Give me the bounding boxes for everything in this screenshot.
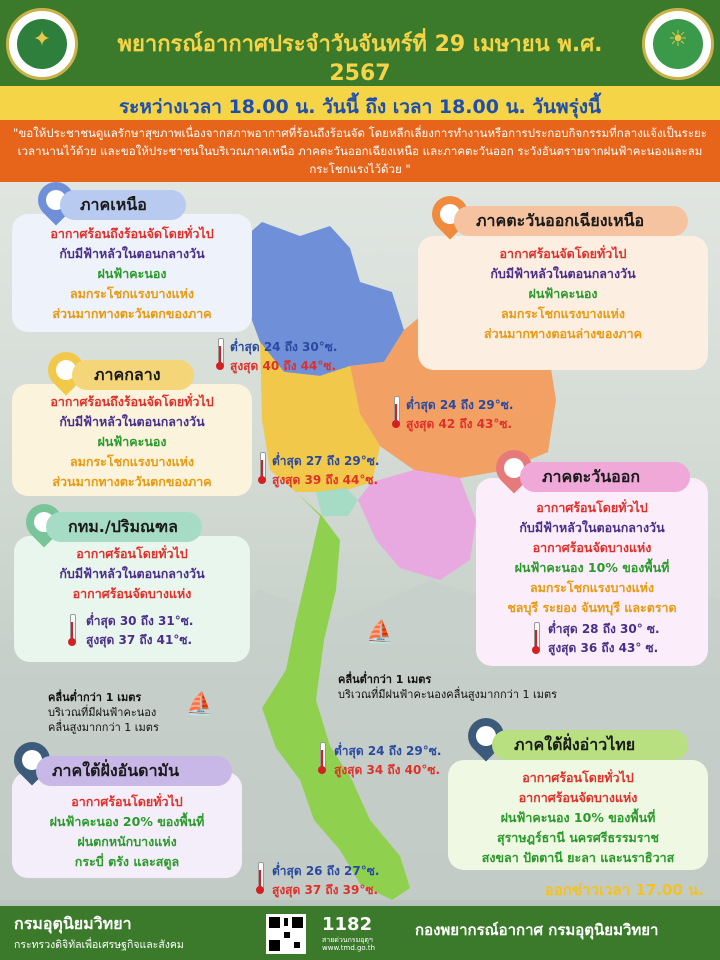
south-gulf-label: ภาคใต้ฝั่งอ่าวไทย bbox=[492, 730, 688, 760]
northeast-thermometer-icon bbox=[392, 396, 400, 428]
gulf-sailboat-icon: ⛵ bbox=[366, 620, 394, 645]
qr-code-icon[interactable] bbox=[266, 914, 306, 954]
bangkok-label: กทม./ปริมณฑล bbox=[46, 512, 202, 542]
south-andaman-temperature: ต่ำสุด 26 ถึง 27°ซ. สูงสุด 37 ถึง 39°ซ. bbox=[272, 864, 380, 897]
north-thermometer-icon bbox=[216, 338, 224, 370]
south-andaman-forecast-box: อากาศร้อนโดยทั่วไป ฝนฟ้าคะนอง 20% ของพื้นที่ ฝนตกหนักบางแห่ง กระบี่ ตรัง และสตูล bbox=[12, 772, 242, 878]
advisory-bar bbox=[0, 120, 720, 182]
central-temperature: ต่ำสุด 27 ถึง 29°ซ. สูงสุด 39 ถึง 44°ซ. bbox=[272, 454, 380, 487]
south-gulf-forecast-box: อากาศร้อนโดยทั่วไป อากาศร้อนจัดบางแห่ง ฝนฟ้าคะนอง 10% ของพื้นที่ สุราษฎร์ธานี นครศรีธรรมราช สงขลา ปัตตานี ยะลา และนราธิวาส bbox=[448, 760, 708, 870]
northeast-label: ภาคตะวันออกเฉียงเหนือ bbox=[454, 206, 688, 236]
north-temperature: ต่ำสุด 24 ถึง 30°ซ. สูงสุด 40 ถึง 44°ซ. bbox=[230, 340, 338, 373]
bangkok-temperature: ต่ำสุด 30 ถึง 31°ซ. สูงสุด 37 ถึง 41°ซ. bbox=[86, 614, 194, 647]
central-label: ภาคกลาง bbox=[72, 360, 194, 390]
andaman-wave-info: คลื่นต่ำกว่า 1 เมตร บริเวณที่มีฝนฟ้าคะนอง คลื่นสูงมากกว่า 1 เมตร bbox=[48, 691, 159, 734]
footer-department: กรมอุตุนิยมวิทยา bbox=[14, 914, 132, 933]
north-label: ภาคเหนือ bbox=[60, 190, 186, 220]
page-title: พยากรณ์อากาศประจำวันจันทร์ที่ 29 เมษายน พ.ศ. 2567 bbox=[117, 32, 603, 86]
bangkok-forecast-box: อากาศร้อนโดยทั่วไป กับมีฟ้าหลัวในตอนกลางวัน อากาศร้อนจัดบางแห่ง bbox=[14, 536, 250, 662]
forecast-period: ระหว่างเวลา 18.00 น. วันนี้ ถึง เวลา 18.00 น. วันพรุ่งนี้ bbox=[118, 96, 602, 118]
east-label: ภาคตะวันออก bbox=[520, 462, 690, 492]
hotline-caption: สายด่วนกรมอุตุฯ www.tmd.go.th bbox=[322, 936, 375, 952]
andaman-sailboat-icon: ⛵ bbox=[186, 692, 214, 717]
east-forecast-box: อากาศร้อนโดยทั่วไป กับมีฟ้าหลัวในตอนกลางวัน อากาศร้อนจัดบางแห่ง ฝนฟ้าคะนอง 10% ของพื้นที่ ลมกระโชกแรงบางแห่ง ชลบุรี ระยอง จันทบุรี และตราด bbox=[476, 478, 708, 666]
east-temperature: ต่ำสุด 28 ถึง 30° ซ. สูงสุด 36 ถึง 43° ซ. bbox=[548, 622, 660, 655]
footer-ministry: กระทรวงดิจิทัลเพื่อเศรษฐกิจและสังคม bbox=[14, 939, 184, 951]
gulf-wave-info: คลื่นต่ำกว่า 1 เมตร บริเวณที่มีฝนฟ้าคะนองคลื่นสูงมากกว่า 1 เมตร bbox=[338, 673, 558, 701]
northeast-temperature: ต่ำสุด 24 ถึง 29°ซ. สูงสุด 42 ถึง 43°ซ. bbox=[406, 398, 514, 431]
hotline-number: 1182 bbox=[322, 914, 373, 935]
footer-bar bbox=[0, 906, 720, 960]
south-gulf-temperature: ต่ำสุด 24 ถึง 29°ซ. สูงสุด 34 ถึง 40°ซ. bbox=[334, 744, 442, 777]
issued-time: ออกข่าวเวลา 17.00 น. bbox=[544, 881, 704, 899]
header-bar bbox=[0, 0, 720, 86]
map-region-bangkok bbox=[316, 488, 358, 516]
north-forecast-box: อากาศร้อนถึงร้อนจัดโดยทั่วไป กับมีฟ้าหลัวในตอนกลางวัน ฝนฟ้าคะนอง ลมกระโชกแรงบางแห่ง ส่วนมากทางตะวันตกของภาค bbox=[12, 214, 252, 332]
tmd-logo-right: ☀ bbox=[642, 8, 714, 80]
bangkok-thermometer-icon bbox=[68, 614, 76, 646]
south-gulf-thermometer-icon bbox=[318, 742, 326, 774]
east-thermometer-icon bbox=[532, 622, 540, 654]
central-forecast-box: อากาศร้อนถึงร้อนจัดโดยทั่วไป กับมีฟ้าหลัวในตอนกลางวัน ฝนฟ้าคะนอง ลมกระโชกแรงบางแห่ง ส่วนมากทางตะวันตกของภาค bbox=[12, 384, 252, 496]
south-andaman-thermometer-icon bbox=[256, 862, 264, 894]
tmd-logo-left: ✦ bbox=[6, 8, 78, 80]
central-thermometer-icon bbox=[258, 452, 266, 484]
period-bar bbox=[0, 86, 720, 120]
northeast-forecast-box: อากาศร้อนจัดโดยทั่วไป กับมีฟ้าหลัวในตอนกลางวัน ฝนฟ้าคะนอง ลมกระโชกแรงบางแห่ง ส่วนมากทางตอนล่างของภาค bbox=[418, 236, 708, 370]
south-andaman-label: ภาคใต้ฝั่งอันดามัน bbox=[36, 756, 232, 786]
footer-division: กองพยากรณ์อากาศ กรมอุตุนิยมวิทยา bbox=[415, 921, 659, 939]
advisory-text: "ขอให้ประชาชนดูแลรักษาสุขภาพเนื่องจากสภาพอากาศที่ร้อนถึงร้อนจัด โดยหลีกเลี่ยงการทำงานหรือการประกอบกิจกรรมที่กลางแจ้งเป็นระยะเวลานานไว้ด้วย และขอให้ประชาชนในบริเวณภาคเหนือ ภาคตะวันออกเฉียงเหนือ และภาคตะวันออก ระวังอันตรายจากฝนฟ้าคะนองและลมกระโชกแรงไว้ด้วย " bbox=[13, 126, 707, 176]
